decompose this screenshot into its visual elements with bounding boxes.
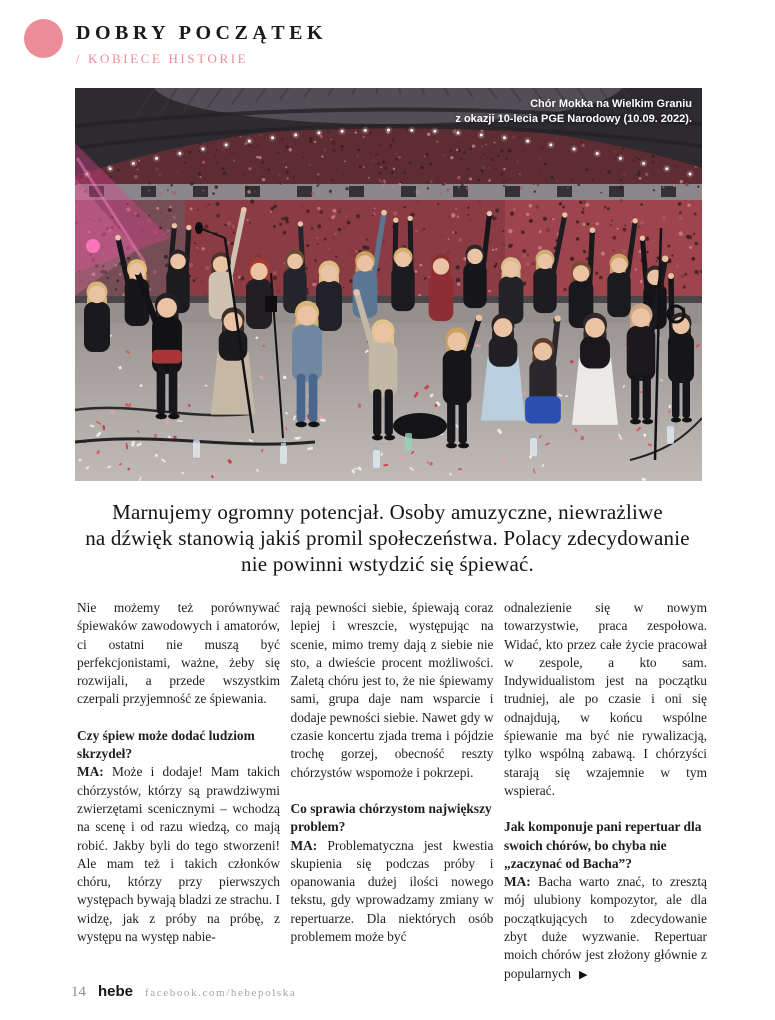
interview-question: Czy śpiew może dodać ludziom skrzydeł? bbox=[77, 727, 255, 762]
choir-stadium-photo bbox=[75, 88, 702, 481]
article-column-1 bbox=[77, 599, 280, 984]
pull-quote-line2: na dźwięk stanowią jakiś promil społeczeństwa. Polacy zdecydowanie bbox=[85, 526, 690, 550]
interview-question: Co sprawia chórzystom największy problem? bbox=[290, 800, 492, 835]
section-subtitle: / KOBIECE HISTORIE bbox=[76, 51, 249, 66]
continuation-arrow-icon: ▶ bbox=[578, 967, 588, 981]
article-paragraph: MA: Bacha warto znać, to zresztą mój ulubiony kompozytor, ale dla początkujących to zdecydowanie zbyt duże wyzwanie. Repertuar moich chórów jest złożony głównie z popularnych ▶ bbox=[504, 874, 707, 981]
article-paragraph: MA: Może i dodaje! Mam takich chórzystów, którzy są prawdziwymi zwierzętami scenicznymi – wchodzą na scenę i od razu wiedzą, co mają robić. Jakby byli do tego stworzeni! Ale mam też i takich członków chóru, którzy przy pierwszych występach bywają bladzi ze strachu. I widzę, jak z próby na próbę, z występu na występ nabie- bbox=[77, 764, 281, 945]
article-paragraph: MA: Problematyczna jest kwestia skupienia się podczas próby i opanowania dużej ilości nowego tekstu, gdy wprowadzamy zmiany w repertuarze. Dla niektórych osób problemem może być bbox=[290, 837, 494, 945]
article-columns bbox=[77, 599, 707, 984]
article-column-3 bbox=[504, 599, 707, 984]
interview-question: Jak komponuje pani repertuar dla swoich chórów, bo chyba nie „zaczynać od Bacha”? bbox=[504, 819, 702, 871]
page-number: 14 bbox=[71, 984, 86, 1000]
stadium-scene bbox=[75, 88, 702, 481]
article-paragraph: Nie możemy też porównywać śpiewaków zawodowych i amatorów, ci ostatni nie muszą być perfekcjonistami, ważne, żeby się rozwijali, a przede wszystkim czerpali przyjemność ze śpiewania. bbox=[77, 600, 280, 707]
photo-caption bbox=[455, 97, 692, 126]
article-column-2 bbox=[291, 599, 494, 984]
pull-quote-line1: Marnujemy ogromny potencjał. Osoby amuzyczne, niewrażliwe bbox=[112, 500, 663, 524]
section-title: DOBRY POCZĄTEK bbox=[76, 22, 328, 44]
pull-quote-line3: nie powinni wstydzić się śpiewać. bbox=[241, 552, 534, 576]
article-paragraph: rają pewności siebie, śpiewają coraz lepiej i wreszcie, występując na scenie, mimo tremy dają z siebie nie sto, a dwieście procent możliwości. Zaletą chóru jest to, że nie śpiewamy sami, grupa daje nam wsparcie i dodaje pewności siebie. Nawet gdy w czasie koncertu zjada trema i pójdzie trochę gorzej, obecność reszty chórzystów wspomoże i pokrzepi. bbox=[290, 600, 494, 780]
photo-caption-line1: Chór Mokka na Wielkim Graniu bbox=[530, 98, 692, 110]
article-paragraph: odnalezienie się w nowym towarzystwie, praca zespołowa. Widać, kto przez całe życie pracował w zespole, a kto sam. Indywidualistom jest na początku trudniej, ale po czasie i oni się odnajdują, w końcu wspólne śpiewanie ma być nie rywalizacją, tylko wspólną zabawą. I chórzyści starają się wzajemnie w tym wspierać. bbox=[504, 600, 707, 798]
pull-quote bbox=[30, 499, 745, 577]
facebook-url: facebook.com/hebepolska bbox=[145, 987, 297, 999]
brand-dot-icon bbox=[24, 19, 63, 58]
photo-caption-line2: z okazji 10-lecia PGE Narodowy (10.09. 2022). bbox=[455, 112, 692, 125]
hebe-logo: hebe bbox=[98, 983, 134, 1000]
page-footer bbox=[71, 983, 296, 1001]
